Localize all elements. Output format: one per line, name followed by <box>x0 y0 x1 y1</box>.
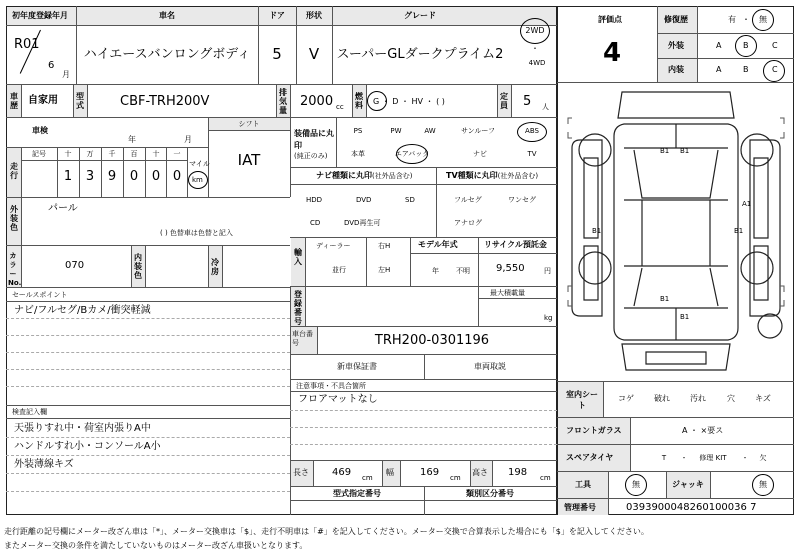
repair-yes: 有 <box>728 15 736 24</box>
mileage-digit-label: 一 <box>173 150 181 158</box>
mileage-digit-label: 十 <box>64 150 72 158</box>
mileage-mile-label: マイル <box>189 160 210 168</box>
exterior-b: B <box>743 41 749 50</box>
equipment-option: PW <box>390 127 402 135</box>
seat-option: 汚れ <box>690 394 706 403</box>
exterior-c: C <box>772 41 778 50</box>
notes-label: 注意事項・不具合箇所 <box>296 382 366 390</box>
tools-label: 工具 <box>575 480 591 489</box>
fuel-options: G ・ D ・ HV ・ ( ) <box>373 97 445 106</box>
tv-analog: アナログ <box>454 219 482 227</box>
sales-value: ナビ/フルセグ/Bカメ/衝突軽減 <box>14 305 151 316</box>
import-right: 右H <box>378 242 391 250</box>
colorno-label: カラーNo. <box>8 252 22 287</box>
mileage-digit: 0 <box>129 169 139 184</box>
glass-value: A ・ ×要ス <box>682 426 724 435</box>
equipment-label: 装備品に丸印 <box>294 129 334 150</box>
damage-mark: A1 <box>742 200 752 208</box>
seat-option: キズ <box>755 394 771 403</box>
chassis-label: 車台番号 <box>292 330 313 347</box>
height-value: 198 <box>508 467 528 478</box>
mileage-digit: 0 <box>151 169 161 184</box>
fuel-label: 燃料 <box>355 92 363 110</box>
warranty-label: 新車保証書 <box>337 362 377 371</box>
navi-label-main: ナビ種類に丸印 <box>316 171 372 180</box>
import-parallel: 並行 <box>332 266 346 274</box>
spare-option: ・ <box>680 454 688 462</box>
car-name-value: ハイエースバンロングボディ <box>83 47 251 62</box>
sales-label: セールスポイント <box>12 291 68 299</box>
disp-unit: cc <box>336 103 344 111</box>
navi-dvd-play: DVD再生可 <box>344 219 381 227</box>
door-label: ドア <box>269 11 285 20</box>
seat-label: 室内シート <box>566 390 598 410</box>
damage-mark: B1 <box>680 313 690 321</box>
management-label: 管理番号 <box>564 503 596 512</box>
door-value: 5 <box>272 45 282 63</box>
shape-value: V <box>308 45 320 63</box>
score-value: 4 <box>602 38 622 68</box>
width-label: 幅 <box>386 468 394 477</box>
cap-label: 定員 <box>500 92 508 110</box>
equipment-option: TV <box>527 150 537 158</box>
damage-mark: B1 <box>680 147 690 155</box>
grade-label: グレード <box>404 11 436 20</box>
notes-value: フロアマットなし <box>298 394 378 405</box>
drive-4wd: 4WD <box>528 59 546 67</box>
mileage-sign-label: 記号 <box>32 150 46 158</box>
inspection-year-unit: 年 <box>128 135 136 144</box>
height-label: 高さ <box>472 468 488 477</box>
damage-mark: B1 <box>660 147 670 155</box>
tv-oneseg: ワンセグ <box>508 196 536 204</box>
equipment-option: ABS <box>525 127 539 135</box>
damage-mark: B1 <box>734 227 744 235</box>
equipment-option: エアバック <box>394 150 430 158</box>
inspector-label: 検査記入欄 <box>12 408 47 416</box>
auction-sheet: 初年度登録年月 R01 6 月 車名 ハイエースバンロングボディ ドア 5 形状 V グレード スーパーGLダークプライム2 2WD ・ 4WD 車歴 自家用 型式 CBF-TRH200V 排気量 2000 cc 燃料 G ・ D ・ HV ・ ( ) 定員 5 人 車検 年 月 シフト IAT 走行 記号 十 万 千 百 十 一 1 3 9 0 0 0 マイル km 装備品に丸印 (純正のみ) PS PW AW サンルーフ ABS 本革 エアバック ナビ TV ナビ種類に丸印(社外品含む) TV種類に丸印(社外品含む) HDD DVD SD CD DVD再生可 フルセグ ワンセグ アナログ 外装色 パール ( ) 色替車は色替と記入 輸入 ディーラー 並行 右H 左H モデル年式 年 不明 リサイクル預託金 9,550 円 カラーNo. 070 内装色 冷房 セールスポイント ナビ/フルセグ/Bカメ/衝突軽減 検査記入欄 天張りすれ中・荷室内張りA中 ハンドルすれ小・コンソールA小 外装薄線キズ 登録番号 最大積載量 kg 車台番号 TRH200-0301196 新車保証書 車両取説 注意事項・不具合箇所 フロアマットなし 長さ 469 cm 幅 169 cm 高さ 198 cm 型式指定番号 類別区分番号 評価点 4 修復歴 有 ・ 無 外装 A B C 内装 A B C B1 B1 A1 B1 B1 B1 B1 室内シート コゲ 破れ 汚れ 穴 キズ フロントガラス A ・ ×要ス スペアタイヤ T ・ 修理 KIT ・ 欠 工具 無 ジャッキ 無 管理番号 0393900048260100036 7 走行距離の記号欄にメーター改ざん車は「*」、メーター交換車は「$」、走行不明車は「#」を記入してください。メーター交換で合算表示した場合にも「$」を記入してください。 またメーター交換の条件を満たしていないものはメーター改ざん車扱いとなります。 <box>0 0 800 557</box>
chassis-value: TRH200-0301196 <box>374 333 490 348</box>
equipment-sub: (純正のみ) <box>294 152 328 160</box>
jack-value: 無 <box>759 480 767 489</box>
tv-fullseg: フルセグ <box>454 196 482 204</box>
mileage-digit: 3 <box>85 169 95 184</box>
navi-label <box>316 172 412 180</box>
tv-label-sub: (社外品含む) <box>497 172 539 180</box>
mileage-digit: 0 <box>172 169 182 184</box>
mileage-digit-label: 万 <box>86 150 94 158</box>
repair-label: 修復歴 <box>664 15 688 24</box>
color-label: 外装色 <box>10 205 18 232</box>
shift-label: シフト <box>238 120 260 128</box>
cap-unit: 人 <box>542 103 549 111</box>
max-load-unit: kg <box>544 314 553 322</box>
mileage-digit-label: 百 <box>130 150 138 158</box>
glass-label: フロントガラス <box>566 426 622 435</box>
registration-label: 登録番号 <box>294 290 302 326</box>
spare-option: ・ <box>741 454 749 462</box>
mileage-label: 走行 <box>10 162 18 180</box>
car-name-label: 車名 <box>159 11 175 20</box>
inspection-month-unit: 月 <box>184 135 192 144</box>
equipment-option: サンルーフ <box>460 127 496 135</box>
import-label: 輸入 <box>294 248 302 266</box>
model-value: CBF-TRH200V <box>120 94 210 109</box>
equipment-option: PS <box>353 127 363 135</box>
year-value: R01 <box>14 37 40 52</box>
tv-label <box>446 172 538 180</box>
equipment-option: ナビ <box>473 150 487 158</box>
mileage-digit: 1 <box>63 169 73 184</box>
disp-label: 排気量 <box>279 88 287 115</box>
damage-mark: B1 <box>592 227 602 235</box>
score-label: 評価点 <box>598 15 622 24</box>
navi-label-sub: (社外品含む) <box>372 172 413 180</box>
equipment-option: AW <box>424 127 436 135</box>
navi-sd: SD <box>405 196 415 204</box>
color-change-note: ( ) 色替車は色替と記入 <box>160 229 233 237</box>
shape-label: 形状 <box>306 11 322 20</box>
recycle-label: リサイクル預託金 <box>484 240 547 249</box>
inspector-line-2: ハンドルすれ小・コンソールA小 <box>14 441 161 452</box>
exterior-label: 外装 <box>668 41 684 50</box>
cap-value: 5 <box>523 94 532 109</box>
navi-dvd: DVD <box>356 196 372 204</box>
class-number-label: 類別区分番号 <box>466 489 514 498</box>
year-label: 初年度登録年月 <box>12 11 68 20</box>
grade-value: スーパーGLダークプライム2 <box>336 47 504 62</box>
tv-label-main: TV種類に丸印 <box>446 171 498 180</box>
month-unit: 月 <box>62 70 70 79</box>
interior-b: B <box>743 65 749 74</box>
drive-sep: ・ <box>531 44 539 53</box>
length-unit: cm <box>362 474 373 482</box>
import-left: 左H <box>378 266 391 274</box>
management-value: 0393900048260100036 7 <box>626 502 757 513</box>
max-load-label: 最大積載量 <box>490 289 525 297</box>
usage-label: 車歴 <box>10 92 18 110</box>
usage-value: 自家用 <box>28 95 58 106</box>
import-dealer: ディーラー <box>316 242 351 250</box>
tools-value: 無 <box>632 480 640 489</box>
model-year-value: 不明 <box>456 267 470 275</box>
interior-a: A <box>716 65 722 74</box>
mileage-digit-label: 十 <box>152 150 160 158</box>
spare-option: T <box>661 454 667 462</box>
mileage-digit: 9 <box>107 169 117 184</box>
spare-option: 修理 KIT <box>699 454 727 462</box>
month-value: 6 <box>48 60 55 71</box>
model-label: 型式 <box>76 92 84 110</box>
recycle-unit: 円 <box>544 267 551 275</box>
manual-label: 車両取説 <box>474 362 506 371</box>
repair-no: 無 <box>759 15 767 24</box>
height-unit: cm <box>540 474 551 482</box>
color-value: パール <box>48 203 78 214</box>
model-year-label: モデル年式 <box>418 240 458 249</box>
seat-option: コゲ <box>618 394 634 403</box>
inspector-line-1: 天張りすれ中・荷室内張りA中 <box>14 423 151 434</box>
spare-option: 欠 <box>759 454 767 462</box>
drive-2wd: 2WD <box>525 26 545 35</box>
exterior-a: A <box>716 41 722 50</box>
type-number-label: 型式指定番号 <box>333 489 381 498</box>
jack-label: ジャッキ <box>672 480 704 489</box>
length-value: 469 <box>332 467 352 478</box>
seat-option: 破れ <box>654 394 670 403</box>
mileage-km-label: km <box>192 176 203 184</box>
navi-hdd: HDD <box>306 196 323 204</box>
interior-color-label: 内装色 <box>134 253 142 280</box>
colorno-value: 070 <box>65 260 85 271</box>
ac-label: 冷房 <box>211 258 219 276</box>
damage-mark: B1 <box>660 295 670 303</box>
inspector-line-3: 外装薄線キズ <box>14 459 74 470</box>
mileage-digit-label: 千 <box>108 150 116 158</box>
width-unit: cm <box>450 474 461 482</box>
interior-label: 内装 <box>668 65 684 74</box>
footer-line-1: 走行距離の記号欄にメーター改ざん車は「*」、メーター交換車は「$」、走行不明車は「#」を記入してください。メーター交換で合算表示した場合にも「$」を記入してください。 <box>4 527 649 536</box>
inspection-label: 車検 <box>32 126 48 135</box>
main-table <box>6 6 557 515</box>
equipment-option: 本革 <box>351 150 365 158</box>
interior-c: C <box>772 65 778 74</box>
length-label: 長さ <box>293 468 309 477</box>
disp-value: 2000 <box>300 94 334 109</box>
model-year-unit: 年 <box>432 267 439 275</box>
footer-line-2: またメーター交換の条件を満たしていないものはメーター改ざん車扱いとなります。 <box>4 541 308 550</box>
seat-option: 穴 <box>727 394 735 403</box>
navi-cd: CD <box>310 219 321 227</box>
spare-label: スペアタイヤ <box>566 453 614 462</box>
shift-value: IAT <box>237 151 261 169</box>
width-value: 169 <box>420 467 440 478</box>
recycle-value: 9,550 <box>496 263 525 274</box>
